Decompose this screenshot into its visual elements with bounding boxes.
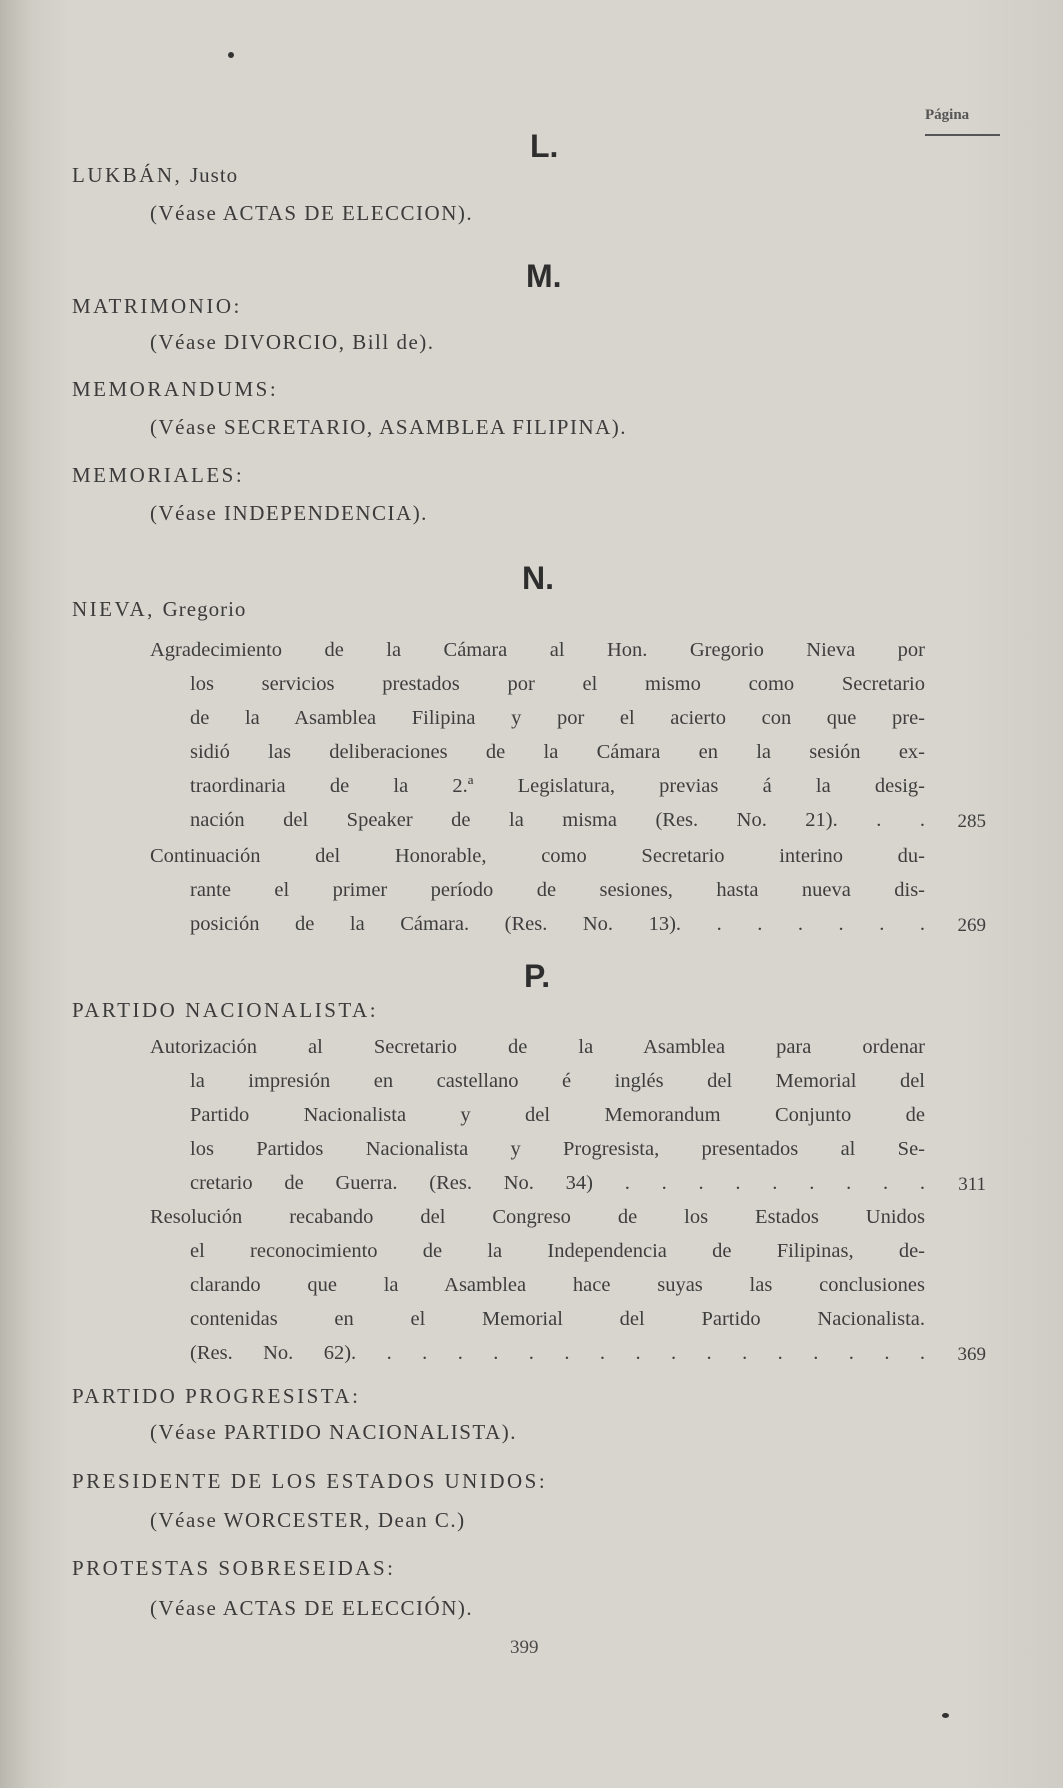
subentry-line: el reconocimiento de la Independencia de Filipinas, de- [190, 1240, 925, 1262]
subentry-line: traordinaria de la 2.ª Legislatura, previas á la desig- [190, 775, 925, 797]
page-reference: 269 [957, 915, 986, 936]
see-reference: (Véase INDEPENDENCIA). [150, 501, 428, 525]
see-reference: (Véase PARTIDO NACIONALISTA). [150, 1420, 517, 1444]
subentry-line: cretario de Guerra. (Res. No. 34) . . . . . . . . . [190, 1172, 925, 1194]
see-reference: (Véase SECRETARIO, ASAMBLEA FILIPINA). [150, 415, 628, 439]
entry-heading-lukban [72, 163, 238, 188]
page-reference: 285 [957, 811, 986, 832]
subentry-line: de la Asamblea Filipina y por el acierto con que pre- [190, 707, 925, 729]
page-column-rule [925, 134, 1000, 136]
entry-heading-matrimonio: MATRIMONIO: [72, 294, 242, 318]
section-letter-p: P. [524, 958, 551, 994]
section-letter-m: M. [526, 258, 562, 294]
see-reference: (Véase DIVORCIO, Bill de). [150, 330, 435, 354]
subentry-line: Autorización al Secretario de la Asamblea para ordenar [150, 1036, 925, 1058]
see-reference: (Véase ACTAS DE ELECCIÓN). [150, 1596, 474, 1620]
entry-heading-protestas: PROTESTAS SOBRESEIDAS: [72, 1556, 396, 1580]
entry-heading-partido-nacionalista: PARTIDO NACIONALISTA: [72, 998, 379, 1022]
subentry-line: nación del Speaker de la misma (Res. No. 21). . . [190, 809, 925, 831]
ink-speck [228, 52, 234, 58]
page-column-label: Página [925, 107, 970, 123]
subentry-line: la impresión en castellano é inglés del Memorial del [190, 1070, 925, 1092]
page-reference: 311 [958, 1174, 986, 1195]
subentry-line: (Res. No. 62). . . . . . . . . . . . . . . . . [190, 1342, 925, 1364]
entry-heading-text: NIEVA, [72, 597, 155, 621]
ink-speck [942, 1713, 949, 1718]
subentry-line: contenidas en el Memorial del Partido Nacionalista. [190, 1308, 925, 1330]
entry-given-name: Gregorio [162, 597, 247, 621]
subentry-line: Agradecimiento de la Cámara al Hon. Gregorio Nieva por [150, 639, 925, 661]
subentry-line: sidió las deliberaciones de la Cámara en la sesión ex- [190, 741, 925, 763]
page-number: 399 [510, 1637, 539, 1658]
entry-heading-partido-progresista: PARTIDO PROGRESISTA: [72, 1384, 361, 1408]
subentry-line: rante el primer período de sesiones, hasta nueva dis- [190, 879, 925, 901]
entry-heading-presidente: PRESIDENTE DE LOS ESTADOS UNIDOS: [72, 1469, 548, 1493]
see-reference: (Véase ACTAS DE ELECCION). [150, 201, 474, 225]
subentry-line: Partido Nacionalista y del Memorandum Conjunto de [190, 1104, 925, 1126]
see-reference: (Véase WORCESTER, Dean C.) [150, 1508, 466, 1532]
subentry-line: posición de la Cámara. (Res. No. 13). . . . . . . [190, 913, 925, 935]
subentry-line: Resolución recabando del Congreso de los Estados Unidos [150, 1206, 925, 1228]
section-letter-l: L. [530, 128, 559, 164]
entry-heading-memoriales: MEMORIALES: [72, 463, 245, 487]
page-reference: 369 [957, 1344, 986, 1365]
subentry-line: los Partidos Nacionalista y Progresista, presentados al Se- [190, 1138, 925, 1160]
subentry-line: los servicios prestados por el mismo como Secretario [190, 673, 925, 695]
section-letter-n: N. [522, 560, 554, 596]
subentry-line: Continuación del Honorable, como Secretario interino du- [150, 845, 925, 867]
subentry-line: clarando que la Asamblea hace suyas las conclusiones [190, 1274, 925, 1296]
entry-heading-text: LUKBÁN, [72, 163, 183, 187]
entry-heading-memorandums: MEMORANDUMS: [72, 377, 279, 401]
entry-heading-nieva [72, 597, 246, 622]
entry-given-name: Justo [190, 163, 239, 187]
